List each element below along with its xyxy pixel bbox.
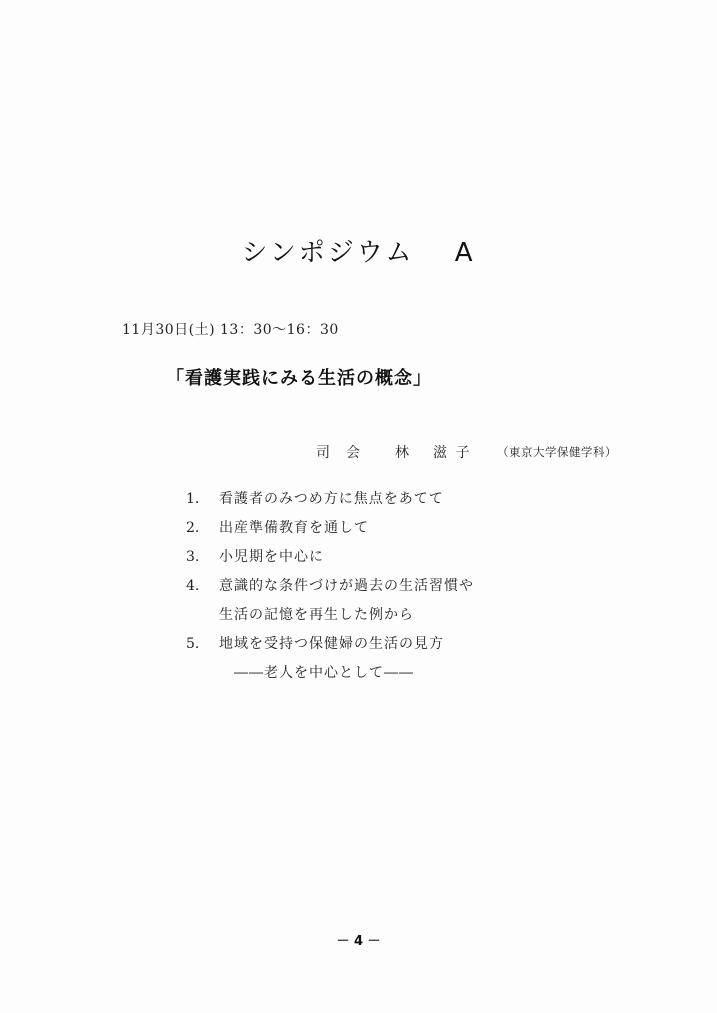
list-item — [186, 630, 474, 659]
topic-subtitle: ――老人を中心として―― — [234, 665, 414, 681]
moderator-affiliation: （東京大学保健学科） — [497, 445, 617, 459]
topic-number: 5. — [186, 636, 200, 652]
topic-list — [186, 485, 474, 688]
moderator-given-name: 滋 子 — [433, 445, 472, 461]
topic-text: 地域を受持つ保健婦の生活の見方 — [219, 636, 444, 652]
list-item-continuation — [186, 601, 474, 630]
moderator-family-name: 林 — [395, 445, 411, 461]
topic-number: 4. — [186, 578, 200, 594]
moderator-name — [395, 442, 471, 462]
topic-text: 意識的な条件づけが過去の生活習慣や — [219, 578, 474, 594]
event-datetime: 11月30日(土) 13：30～16：30 — [122, 322, 339, 338]
symposium-theme: 「看護実践にみる生活の概念」 — [166, 368, 432, 389]
moderator-label: 司会 — [316, 445, 376, 461]
list-item — [186, 543, 474, 572]
topic-number: 3. — [186, 549, 200, 565]
list-item-continuation — [186, 659, 474, 688]
page-number: － 4 － — [336, 934, 381, 949]
topic-number: 1. — [186, 491, 200, 507]
topic-number: 2. — [186, 520, 200, 536]
topic-text: 出産準備教育を通して — [219, 520, 369, 536]
symposium-title: シンポジウム A — [241, 238, 476, 268]
topic-text: 小児期を中心に — [219, 549, 324, 565]
topic-text: 生活の記憶を再生した例から — [219, 607, 414, 623]
topic-text: 看護者のみつめ方に焦点をあてて — [219, 491, 444, 507]
list-item — [186, 514, 474, 543]
list-item — [186, 572, 474, 601]
list-item — [186, 485, 474, 514]
